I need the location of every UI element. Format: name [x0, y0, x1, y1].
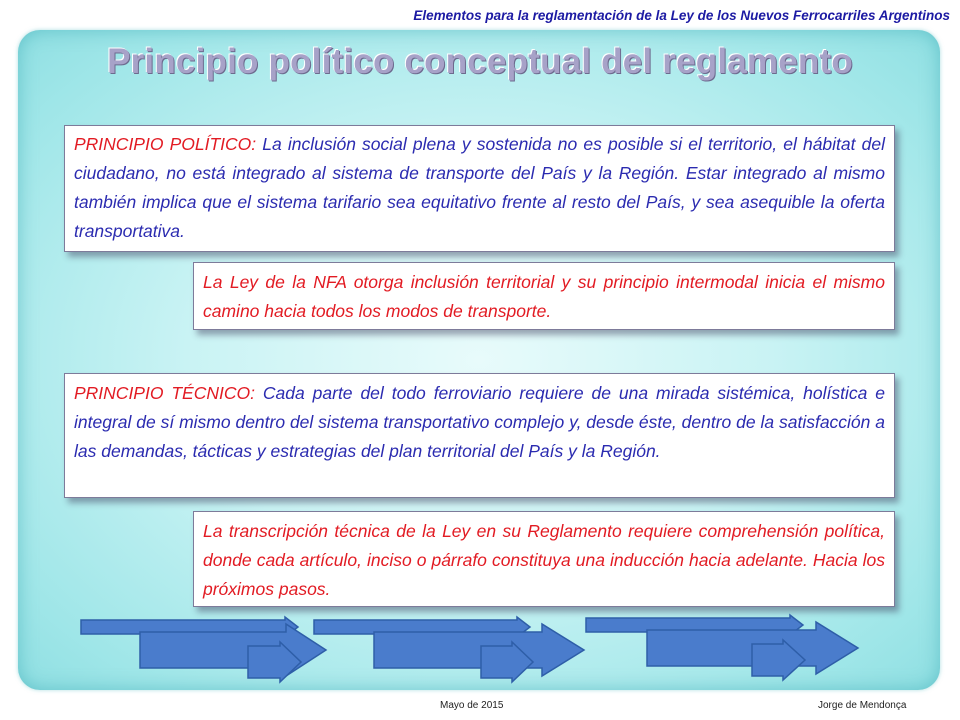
arrow-icon	[140, 624, 326, 676]
principio-politico-label: PRINCIPIO POLÍTICO:	[74, 134, 257, 154]
nfa-inclusion-text: La Ley de la NFA otorga inclusión territorial y su principio intermodal inicia el mismo camino hacia todos los modos de transporte.	[203, 272, 885, 321]
footer-date: Mayo de 2015	[440, 700, 504, 711]
transcripcion-text: La transcripción técnica de la Ley en su Reglamento requiere comprehensión política, donde cada artículo, inciso o párrafo constituya una inducción hacia adelante. Hacia los próximos pasos.	[203, 521, 885, 599]
principio-politico-text: La inclusión social plena y sostenida no es posible si el territorio, el hábitat del ciudadano, no está integrado al sistema de transporte del País y la Región. Estar integrado al mismo también implica que el sistema tarifario sea equitativo frente al resto del País, y sea asequible la oferta transportativa.	[74, 134, 885, 241]
slide-header: Elementos para la reglamentación de la Ley de los Nuevos Ferrocarriles Argentinos	[413, 8, 950, 23]
principio-tecnico-text: Cada parte del todo ferroviario requiere de una mirada sistémica, holística e integral de sí mismo dentro del sistema transportativo complejo y, desde éste, dentro de la satisfacción a las demandas, tácticas y estrategias del plan territorial del País y la Región.	[74, 383, 885, 461]
arrow-icon	[374, 624, 584, 676]
slide-title: Principio político conceptual del reglamento	[107, 42, 853, 81]
principio-tecnico-label: PRINCIPIO TÉCNICO:	[74, 383, 255, 403]
footer-author: Jorge de Mendonça	[818, 700, 907, 711]
